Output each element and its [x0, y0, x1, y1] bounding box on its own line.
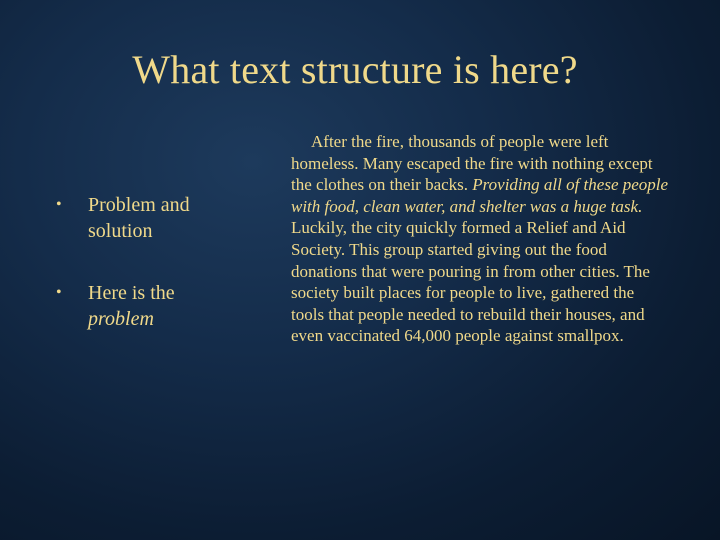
- passage-part-2: Luckily, the city quickly formed a Relief and Aid Society. This group started giving out the food donations that were pouring in from other cities. The society built places for people to live, gathered the tools that people needed to rebuild their houses, and even vaccinated 64,000 people against smallpox.: [291, 218, 650, 346]
- bullet-marker: •: [56, 196, 62, 213]
- bullet-marker: •: [56, 284, 62, 301]
- bullet-item-problem-solution: [56, 192, 236, 244]
- bullet-item-here-is-problem: [56, 280, 236, 332]
- passage-italic-problem: Providing all of these people with food, clean water, and shelter was a huge task.: [291, 175, 669, 216]
- passage-part-1: After the fire, thousands of people were left homeless. Many escaped the fire with nothing except the clothes on their backs.: [291, 132, 653, 195]
- passage-text: [291, 131, 671, 347]
- bullet-text: Problem and solution: [88, 194, 190, 242]
- bullet-text-italic: problem: [88, 308, 154, 330]
- bullet-list: [56, 192, 236, 368]
- bullet-text: Here is the: [88, 282, 175, 304]
- slide-title: What text structure is here?: [132, 47, 578, 92]
